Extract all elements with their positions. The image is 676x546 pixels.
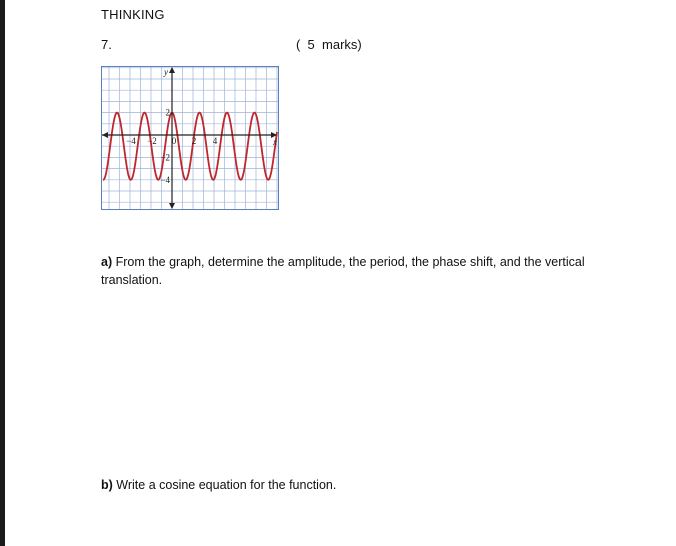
y-axis-arrow-down (169, 203, 175, 209)
question-part-a (101, 253, 621, 289)
part-b-label: b) (101, 478, 113, 492)
question-part-b (101, 476, 621, 494)
y-tick-label: −2 (160, 152, 170, 163)
section-title: THINKING (101, 7, 165, 22)
y-axis-label: y (164, 67, 168, 77)
x-axis-arrow-left (102, 132, 108, 138)
x-tick-label: 4 (212, 136, 218, 146)
y-tick-label: −4 (160, 174, 170, 185)
cosine-graph (101, 66, 279, 210)
y-tick-label: 2 (165, 107, 170, 118)
part-b-text: Write a cosine equation for the function. (112, 478, 337, 492)
part-a-label: a) (101, 255, 113, 269)
x-tick-label: −4 (126, 136, 136, 146)
part-a-text: From the graph, determine the amplitude, the period, the phase shift, and the vertical translation. (101, 255, 585, 287)
marks-label: ( 5 marks) (296, 37, 362, 52)
left-border-rule (0, 0, 5, 546)
x-axis-label: x (273, 137, 277, 147)
x-tick-label: 2 (191, 136, 197, 146)
x-tick-label: −2 (147, 136, 157, 146)
question-number: 7. (101, 37, 112, 52)
x-tick-label: 0 (171, 136, 177, 146)
